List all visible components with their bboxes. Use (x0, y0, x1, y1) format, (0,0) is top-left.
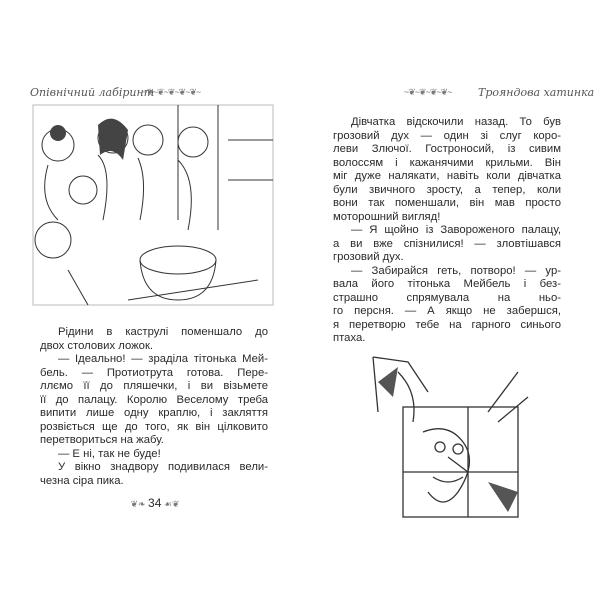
text-line: — Е ні, так не буде! (58, 447, 161, 460)
text-line: го персня. — А якщо не забершся, (333, 305, 561, 317)
text-line: а ви вже спізнилися! — зловтішався (333, 237, 561, 250)
right-running-head: Трояндова хатинка (478, 86, 595, 99)
kitchen-illustration (28, 100, 278, 310)
text-line: грозовий дух. (333, 251, 404, 263)
text-line: ллємо її до пляшечки, і ви візьмете (40, 380, 268, 392)
ornament-icon: ☙❦ (161, 499, 180, 509)
text-line: грозовий дух — один зі слуг коро- (333, 129, 561, 142)
text-line: У вікно знадвору подивилася вели- (58, 461, 268, 473)
text-line: страшно спрямувала на ньо- (333, 291, 561, 304)
text-line: — Ідеально! — зраділа тітонька Мей- (58, 353, 268, 365)
text-line: розвіється ще до того, як він цілковито (40, 420, 268, 433)
text-line: леви Злючої. Гостроносий, із сивим (333, 143, 561, 155)
right-text-column (333, 116, 561, 346)
text-line: — Забирайся геть, потворо! — ур- (351, 264, 561, 277)
text-line: міг дуже налякати, навіть коли дівчатка (333, 170, 561, 182)
text-line: я перетворю тебе на гарного синього (333, 318, 561, 331)
page-number: ❦❧ 34 ☙❦ (130, 496, 180, 510)
storm-spirit-window-illustration (368, 352, 533, 524)
text-line: були звичного зросту, а тепер, коли (333, 183, 561, 196)
text-line: перетвориться на жабу. (40, 434, 164, 446)
text-line: Дівчатка відскочили назад. То був (351, 116, 561, 128)
text-line: птаха. (333, 332, 366, 344)
left-text-column (40, 326, 268, 488)
text-line: бель. — Протиотрута готова. Пере- (40, 366, 268, 379)
ornament-icon: ❦❧ (130, 499, 149, 509)
text-line: моторошний вигляд! (333, 210, 441, 223)
text-line: — Я щойно із Завороженого палацу, (351, 224, 561, 236)
text-line: вала його тітонька Мейбель і без- (333, 278, 561, 290)
text-line: її до палацу. Королю Веселому треба (40, 393, 268, 406)
text-line: вони так поменшали, він мав просто (333, 197, 561, 209)
ornament-icon: ~❦~❦~❦~❦~❦~ (142, 87, 201, 97)
text-line: чезна сіра пика. (40, 474, 124, 487)
left-running-head: Опівнічний лабіринт (30, 86, 155, 99)
ornament-icon: ~❦~❦~❦~❦~ (404, 87, 452, 97)
text-line: випити лише одну краплю, і закляття (40, 407, 268, 419)
text-line: волоссям і кажанячими крильми. Він (333, 156, 561, 169)
text-line: двох столових ложок. (40, 339, 154, 352)
text-line: Рідини в каструлі поменшало до (58, 326, 268, 338)
